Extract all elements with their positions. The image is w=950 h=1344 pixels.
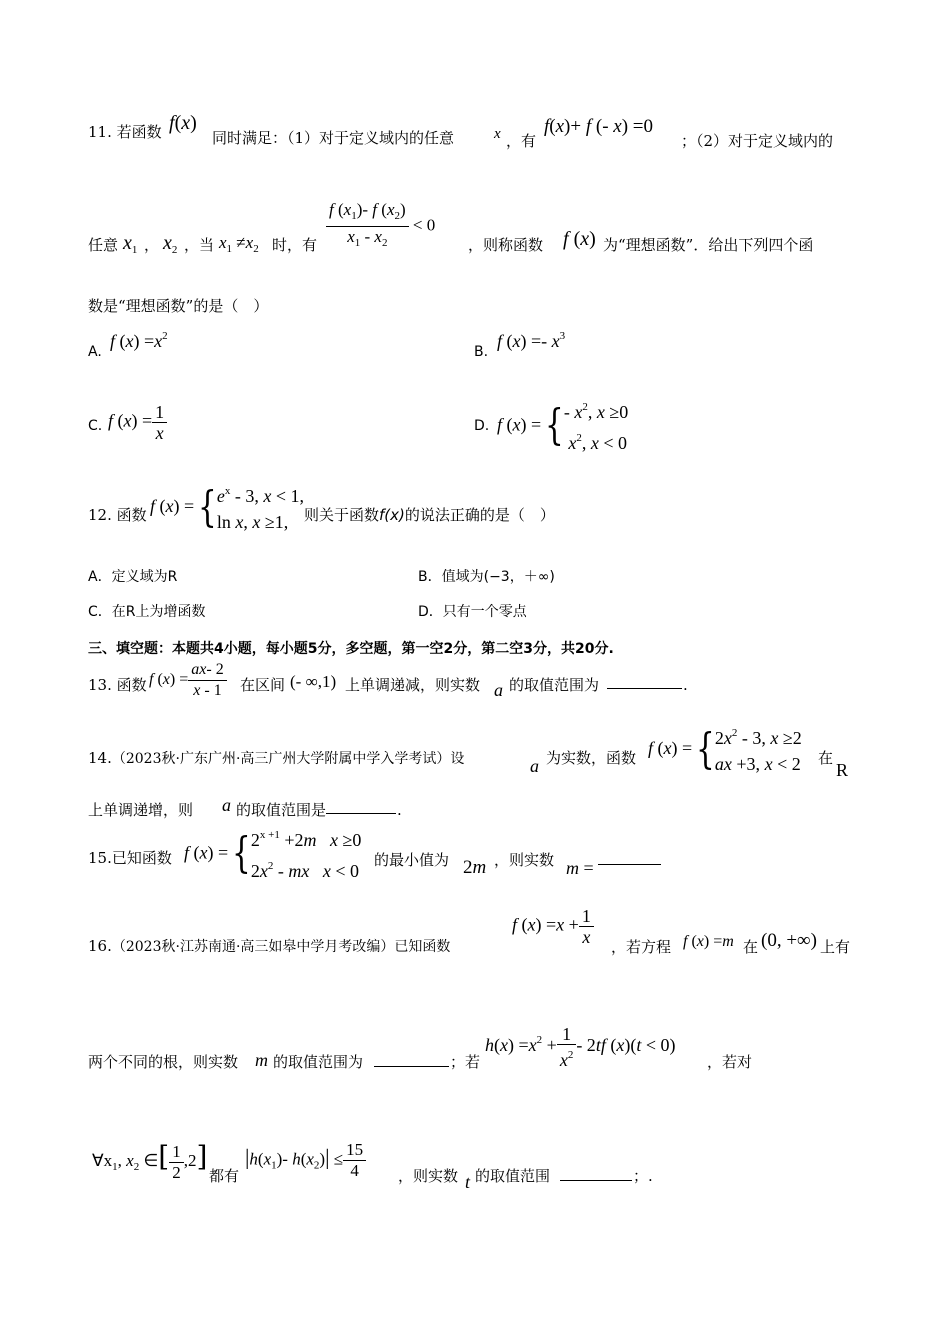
q14-source: （2023秋·广东广州·高三广州大学附属中学入学考试）设	[111, 751, 465, 767]
q16-text-f: 的取值范围为	[273, 1053, 364, 1071]
q11-text-a: 若函数	[116, 123, 162, 141]
q13-interval: (- ∞,1)	[290, 672, 337, 691]
q15-answer-blank[interactable]	[598, 848, 661, 865]
q13-number: 13.	[88, 676, 112, 694]
q16-text-g: ；若	[450, 1053, 481, 1071]
q14-function-def: f $(x) =\{2x^2 - 3$, x ≥2 ax +3, x < 2	[648, 723, 802, 774]
q16-function-def: f (x) =x + $\frac{1}{x}$	[512, 906, 594, 947]
q16-forall-condition: $\forall x_1$, $x_2$ ∈[ $\frac{1}{2}$ ,2]	[92, 1140, 208, 1182]
q15-function-def: f $(x) =\{2^{x +1} +2m$ x ≥0 $2x^2$ - mx x < 0	[184, 828, 362, 881]
q13-text-b: 在区间	[240, 676, 286, 694]
q15-text-c: ，则实数	[494, 851, 555, 869]
q16-answer-blank-1[interactable]	[374, 1050, 449, 1067]
q12-option-a-text: 定义域为R	[111, 569, 178, 585]
q15-text-a: 已知函数	[111, 849, 172, 867]
q16-number: 16.	[88, 937, 112, 955]
q12-line	[88, 505, 147, 525]
q13-lead	[88, 675, 147, 695]
q16-text-k: 的取值范围	[475, 1167, 551, 1185]
q16-var-m: m	[255, 1050, 268, 1070]
q11-odd-condition: f(x)+ f (- x) =0	[544, 116, 654, 137]
q11-text-j: 为“理想函数”．给出下列四个函	[603, 236, 814, 254]
q11-line1	[88, 122, 162, 142]
q11-option-d-expr[interactable]: f (x) ={- $x^2$, x ≥0 $x^2$, x < 0	[497, 400, 629, 453]
q14-text-e: 的取值范围是	[236, 801, 327, 819]
q15-var-m: m =	[566, 858, 594, 878]
q11-fx-2: f (x)	[563, 228, 596, 250]
q16-text-c: 在	[743, 938, 759, 956]
q12-fx: f(x)	[379, 506, 405, 524]
q11-option-a-expr[interactable]: f $(x) =x^2$	[110, 330, 168, 351]
q12-function-def: f $(x) =\{e^x - 3$, x < 1, ln x, x ≥1,	[150, 481, 305, 532]
q14-end: .	[397, 801, 402, 819]
q13-var-a: a	[494, 680, 503, 700]
section3-heading: 三、填空题：本题共4小题，每小题5分，多空题，第一空2分，第二空3分，共20分.	[88, 641, 614, 657]
q14-text-d: 上单调递增，则	[88, 801, 194, 819]
q13-answer-blank[interactable]	[607, 672, 682, 689]
q11-option-b-label[interactable]: B.	[474, 344, 489, 360]
q11-text-k: 数是“理想函数”的是（ ）	[88, 297, 269, 315]
q14-number: 14.	[88, 749, 112, 767]
q14-lead	[88, 748, 464, 769]
q12-option-a-label: A．	[88, 569, 112, 585]
q12-text-c: 的说法正确的是（ ）	[404, 506, 555, 524]
q12-number: 12.	[88, 506, 112, 524]
q11-text-d: ；（2）对于定义域内的	[681, 132, 834, 150]
q11-option-a-label[interactable]: A.	[88, 344, 102, 360]
q16-text-h: ，若对	[707, 1053, 753, 1071]
q11-var-x: x	[494, 126, 501, 142]
q14-set-R: R	[836, 760, 849, 780]
q14-text-c: 在	[818, 749, 834, 767]
q12-option-d-label: D．	[418, 604, 443, 620]
q16-h-definition: $h(x) =x^2$ + $\frac{1}{x^2}$ - 2tf (x)(t < 0)	[485, 1024, 676, 1070]
q12-option-c[interactable]	[88, 601, 206, 621]
q11-text-i: ，则称函数	[468, 236, 544, 254]
q16-text-d: 上有	[820, 938, 851, 956]
q16-text-b: ，若方程	[611, 938, 672, 956]
q16-text-i: 都有	[209, 1167, 240, 1185]
q11-x1: $x_1$	[123, 232, 138, 256]
q16-interval: (0, +∞)	[761, 930, 817, 951]
q12-text-b	[304, 505, 555, 525]
q12-option-b[interactable]	[418, 566, 555, 586]
q12-text-b-label: 则关于函数	[304, 506, 380, 524]
q13-function-def: f (x) = $\frac{ax- 2}{x - 1}$	[149, 660, 227, 701]
q11-text-h: 时，有	[272, 236, 318, 254]
q11-option-b-expr[interactable]: f $(x) =- x^3$	[497, 330, 566, 351]
q16-source: （2023秋·江苏南通·高三如皋中学月考改编）已知函数	[111, 939, 451, 955]
q11-text-e: 任意	[88, 236, 119, 254]
q12-option-c-text: 在R上为增函数	[111, 604, 206, 620]
q12-option-c-label: C．	[88, 604, 112, 620]
q12-option-d[interactable]	[418, 601, 527, 621]
q12-option-b-text: 值域为(−3，＋∞)	[441, 569, 555, 585]
q15-text-b: 的最小值为	[374, 851, 450, 869]
q16-equation: f (x) =m	[683, 933, 734, 950]
q12-option-d-text: 只有一个零点	[442, 604, 527, 620]
q11-text-c: ，有	[506, 132, 537, 150]
q14-var-a: a	[530, 756, 539, 776]
q16-inequality: $|h(x_1)-$ $h(x_2)|$ ≤ $\frac{15}{4}$	[245, 1140, 366, 1181]
q11-text-f: ，	[144, 236, 160, 254]
q11-text-g: ，当	[184, 236, 215, 254]
q11-option-d-label[interactable]: D.	[474, 418, 490, 434]
q16-answer-blank-2[interactable]	[560, 1164, 632, 1181]
q16-text-j: ，则实数	[398, 1167, 459, 1185]
q15-lead	[88, 848, 172, 868]
q11-option-c-label[interactable]: C.	[88, 418, 103, 434]
q14-answer-blank[interactable]	[326, 797, 396, 814]
q16-var-t: t	[465, 1172, 471, 1192]
q13-end: .	[683, 676, 688, 694]
q15-min-value: 2m	[463, 857, 487, 878]
q13-text-a: 函数	[116, 676, 147, 694]
q15-number: 15.	[88, 849, 112, 867]
q11-fx-1: f(x)	[169, 112, 197, 134]
q11-option-c-expr[interactable]: f (x) = $\frac{1}{x}$	[108, 402, 167, 443]
q11-x1-neq-x2: $x_1 \ne x_2$	[219, 233, 259, 255]
q16-lead	[88, 936, 450, 957]
q11-number: 11.	[88, 123, 112, 141]
q12-option-a[interactable]	[88, 566, 177, 586]
q16-text-e: 两个不同的根，则实数	[88, 1053, 239, 1071]
q12-text-a: 函数	[116, 506, 147, 524]
q12-option-b-label: B．	[418, 569, 442, 585]
q14-var-a-2: a	[222, 795, 231, 815]
q16-text-l: ；.	[633, 1167, 653, 1185]
q13-text-c: 上单调递减，则实数	[345, 676, 481, 694]
q11-decreasing-condition: $\frac{f (x_1)- f (x_2)}{x_1 - x_2}$ < 0	[326, 200, 435, 253]
q14-text-b: 为实数，函数	[546, 749, 637, 767]
q13-text-d: 的取值范围为	[509, 676, 600, 694]
q11-text-b: 同时满足：（1）对于定义域内的任意	[212, 129, 455, 147]
q11-x2: $x_2$	[163, 232, 178, 256]
